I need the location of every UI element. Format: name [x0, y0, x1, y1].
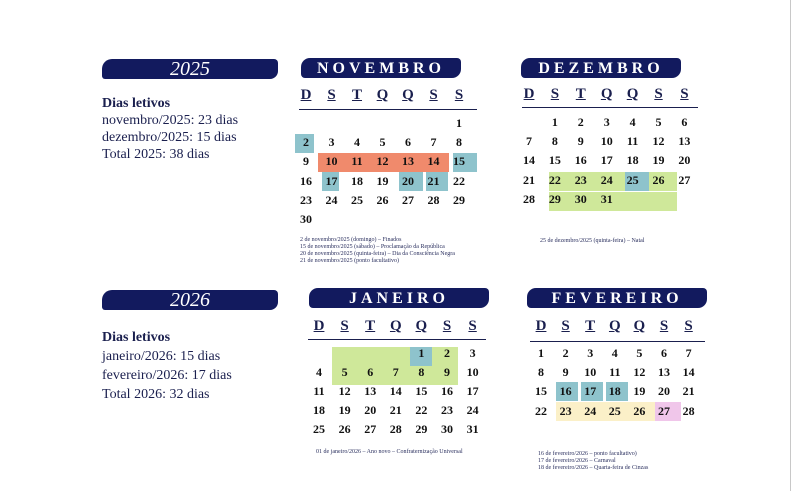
holiday-notes — [540, 238, 644, 245]
weekday-header: D — [313, 318, 325, 334]
day-cell: 27 — [402, 192, 414, 207]
day-cell: 11 — [626, 134, 639, 149]
day-cell: 27 — [658, 403, 670, 418]
weekday-header: Q — [600, 86, 613, 102]
day-cell: 14 — [682, 365, 695, 380]
weekday-header: S — [659, 318, 669, 334]
day-cell: 6 — [367, 365, 374, 379]
day-cell: 8 — [538, 365, 544, 380]
day-cell: 5 — [655, 115, 662, 129]
day-cell: 10 — [584, 365, 597, 380]
day-cell: 5 — [341, 365, 348, 379]
stats-line: Total 2026: 32 dias — [102, 387, 210, 402]
day-cell: 19 — [338, 403, 351, 417]
day-cell: 1 — [551, 115, 558, 129]
day-cell: 9 — [444, 365, 450, 379]
note-line: 21 de novembro/2025 (ponto facultativo) — [300, 258, 399, 264]
day-cell: 28 — [682, 403, 695, 418]
month-title: FEVEREIRO — [527, 288, 707, 308]
day-cell: 8 — [418, 365, 425, 379]
day-cell: 26 — [652, 172, 665, 187]
note-line: 15 de novembro/2025 (sábado) – Proclamação da República — [300, 244, 445, 250]
day-cell: 17 — [600, 153, 613, 168]
day-cell: 29 — [453, 192, 465, 207]
day-cell: 6 — [405, 135, 411, 150]
weekday-header: D — [535, 318, 547, 334]
day-cell: 26 — [633, 403, 646, 418]
note-line: 25 de dezembro/2025 (quinta-feira) – Natal — [540, 238, 645, 244]
day-cell: 2 — [577, 115, 584, 129]
day-cell: 3 — [328, 135, 335, 150]
day-cell: 21 — [389, 403, 402, 417]
day-cell: 10 — [325, 154, 338, 169]
header-rule — [308, 339, 486, 340]
day-cell: 12 — [338, 384, 351, 398]
weekday-header: S — [454, 87, 464, 103]
day-cell: 21 — [682, 384, 695, 399]
day-cell: 15 — [415, 384, 428, 398]
day-cell: 3 — [587, 346, 594, 360]
stats-2025 — [102, 95, 238, 163]
day-cell: 22 — [415, 403, 428, 417]
day-cell: 28 — [427, 192, 440, 207]
day-cell: 11 — [351, 154, 363, 169]
day-cell: 30 — [300, 212, 312, 226]
day-cell: 15 — [535, 384, 547, 399]
holiday-notes — [538, 451, 648, 472]
day-cell: 12 — [376, 154, 389, 169]
year-2026-banner — [102, 290, 278, 310]
month-title: JANEIRO — [309, 288, 489, 308]
holiday-notes — [316, 449, 463, 456]
day-cell: 7 — [685, 346, 692, 360]
day-cell: 7 — [526, 134, 532, 149]
day-cell: 5 — [379, 135, 386, 150]
day-cell: 8 — [456, 135, 462, 150]
day-cell: 30 — [574, 191, 587, 206]
day-cell: 17 — [584, 384, 597, 399]
day-cell: 23 — [559, 403, 572, 418]
weekday-header: T — [351, 87, 362, 103]
day-cell: 19 — [376, 173, 389, 188]
weekday-header: T — [365, 318, 376, 334]
weekday-header: S — [340, 318, 349, 334]
weekday-header: Q — [626, 86, 639, 102]
day-cell: 25 — [608, 403, 621, 418]
weekday-header: S — [327, 87, 336, 103]
day-cell: 9 — [562, 365, 569, 380]
day-cell: 25 — [626, 172, 639, 187]
weekday-header: S — [654, 86, 663, 102]
weekday-header: D — [300, 87, 312, 103]
note-line: 16 de fevereiro/2026 – ponto facultativo) — [538, 451, 637, 457]
day-cell: 2 — [303, 135, 309, 150]
day-cell: 21 — [523, 172, 535, 187]
day-cell: 3 — [469, 346, 476, 360]
note-line: 18 de fevereiro/2026 – Quarta-feira de Cinzas — [538, 465, 649, 471]
day-cell: 20 — [658, 384, 670, 399]
day-cell: 2 — [444, 346, 450, 360]
day-cell: 17 — [325, 173, 338, 188]
day-cell: 29 — [548, 191, 561, 206]
day-cell: 24 — [584, 403, 597, 418]
day-cell: 7 — [430, 135, 437, 150]
day-cell: 24 — [325, 192, 338, 207]
day-cell: 16 — [441, 384, 453, 398]
day-cell: 18 — [626, 153, 639, 168]
day-cell: 23 — [574, 172, 587, 187]
day-cell: 11 — [313, 384, 325, 398]
stats-line: dezembro/2025: 15 dias — [102, 130, 237, 145]
weekday-header: S — [468, 318, 477, 334]
day-cell: 19 — [652, 153, 665, 168]
note-line: 01 de janeiro/2026 – Ano novo – Confraternização Universal — [316, 449, 463, 455]
day-cell: 19 — [633, 384, 646, 399]
day-cell: 14 — [523, 153, 535, 168]
weekday-header: Q — [376, 87, 389, 103]
day-cell: 7 — [392, 365, 399, 379]
day-cell: 15 — [548, 153, 561, 168]
year-label: 2026 — [170, 289, 210, 311]
weekday-header: S — [442, 318, 452, 334]
note-line: 20 de novembro/2025 (quinta-feira) – Dia da Consciência Negra — [300, 251, 455, 257]
day-cell: 5 — [636, 346, 643, 360]
day-cell: 31 — [466, 422, 479, 436]
day-cell: 18 — [313, 403, 325, 417]
day-cell: 23 — [300, 192, 312, 207]
stats-title: Dias letivos — [102, 330, 171, 345]
day-cell: 23 — [441, 403, 453, 417]
weekday-header: Q — [608, 318, 621, 334]
day-cell: 12 — [633, 365, 646, 380]
day-cell: 22 — [548, 172, 561, 187]
stats-line: novembro/2025: 23 dias — [102, 113, 239, 128]
holiday-notes — [300, 237, 455, 265]
day-cell: 13 — [658, 365, 670, 380]
day-cell: 1 — [456, 116, 462, 130]
page-right-border — [790, 0, 791, 491]
year-2025-banner — [102, 59, 278, 79]
day-cell: 22 — [535, 403, 547, 418]
month-title: NOVEMBRO — [301, 58, 461, 78]
day-cell: 2 — [562, 346, 569, 360]
day-cell: 4 — [629, 115, 636, 129]
day-cell: 18 — [608, 384, 621, 399]
day-cell: 16 — [574, 153, 587, 168]
day-cell: 9 — [303, 154, 309, 169]
day-cell: 25 — [351, 192, 363, 207]
day-cell: 13 — [402, 154, 414, 169]
weekday-header: D — [523, 86, 535, 102]
stats-line: Total 2025: 38 dias — [102, 147, 210, 162]
day-cell: 21 — [427, 173, 440, 188]
day-cell: 13 — [678, 134, 691, 149]
day-cell: 4 — [316, 365, 322, 379]
year-label: 2025 — [170, 58, 210, 80]
day-cell: 20 — [402, 173, 414, 188]
day-cell: 29 — [415, 422, 428, 436]
day-cell: 14 — [389, 384, 402, 398]
day-cell: 14 — [427, 154, 440, 169]
day-cell: 12 — [652, 134, 665, 149]
day-cell: 16 — [559, 384, 572, 399]
day-cell: 4 — [354, 135, 360, 150]
day-cell: 17 — [466, 384, 479, 398]
weekday-header: Q — [402, 87, 414, 103]
day-cell: 20 — [364, 403, 377, 417]
day-cell: 16 — [300, 173, 312, 188]
note-line: 17 de fevereiro/2026 – Carnaval — [538, 458, 616, 464]
day-cell: 28 — [523, 191, 535, 206]
stats-title: Dias letivos — [102, 96, 171, 111]
day-cell: 28 — [389, 422, 402, 436]
stats-line: janeiro/2026: 15 dias — [102, 349, 221, 364]
day-cell: 26 — [376, 192, 389, 207]
weekday-header: S — [561, 318, 570, 334]
header-rule — [530, 341, 705, 342]
day-cell: 26 — [338, 422, 351, 436]
day-cell: 11 — [609, 365, 621, 380]
weekday-header: S — [680, 86, 689, 102]
day-cell: 10 — [466, 365, 479, 379]
note-line: 2 de novembro/2025 (domingo) – Finados — [300, 237, 402, 243]
day-cell: 6 — [681, 115, 688, 129]
day-cell: 3 — [603, 115, 610, 129]
day-cell: 30 — [441, 422, 453, 436]
day-cell: 15 — [453, 154, 465, 169]
day-cell: 31 — [600, 191, 613, 206]
day-cell: 1 — [538, 346, 544, 360]
stats-2026 — [102, 328, 232, 404]
day-cell: 25 — [313, 422, 325, 436]
month-title: DEZEMBRO — [521, 58, 681, 78]
day-cell: 18 — [351, 173, 363, 188]
weekday-header: S — [550, 86, 560, 102]
day-cell: 27 — [678, 172, 691, 187]
weekday-header: T — [575, 86, 586, 102]
day-cell: 24 — [600, 172, 613, 187]
weekday-header: Q — [389, 318, 402, 334]
weekday-header: T — [585, 318, 596, 334]
day-cell: 1 — [418, 346, 425, 360]
stats-line: fevereiro/2026: 17 dias — [102, 368, 232, 383]
day-cell: 6 — [661, 346, 667, 360]
day-cell: 8 — [551, 134, 558, 149]
weekday-header: Q — [415, 318, 428, 334]
weekday-header: S — [429, 87, 438, 103]
day-cell: 20 — [678, 153, 691, 168]
day-cell: 10 — [600, 134, 613, 149]
day-cell: 13 — [364, 384, 377, 398]
header-rule — [299, 109, 477, 110]
day-cell: 9 — [577, 134, 584, 149]
weekday-header: Q — [633, 318, 646, 334]
header-rule — [522, 107, 698, 108]
weekday-header: S — [684, 318, 693, 334]
day-cell: 24 — [466, 403, 479, 417]
day-cell: 4 — [611, 346, 618, 360]
day-cell: 22 — [453, 173, 465, 188]
day-cell: 27 — [364, 422, 377, 436]
